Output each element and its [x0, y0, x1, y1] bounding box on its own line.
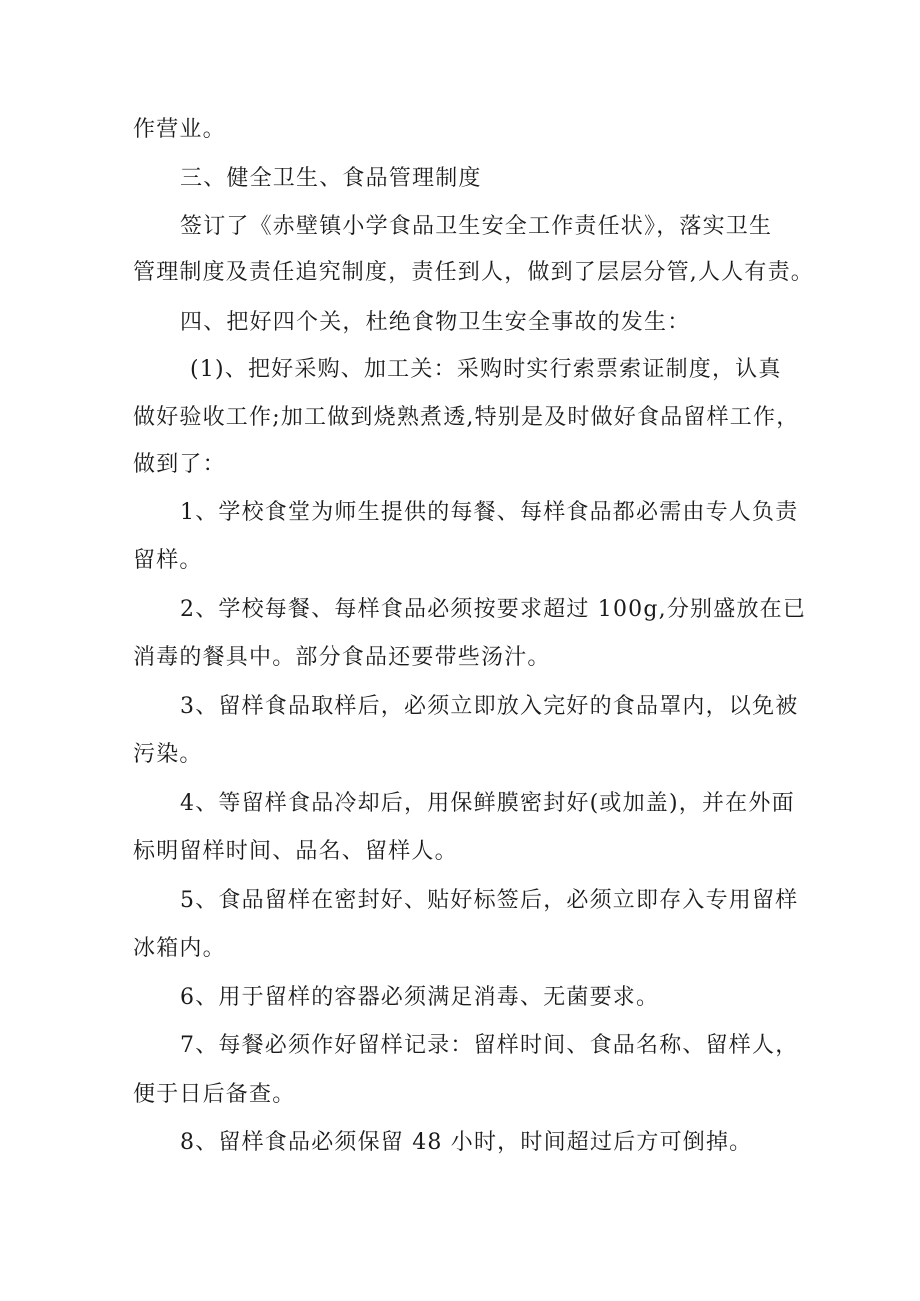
- list-item: 8、留样食品必须保留 48 小时，时间超过后方可倒掉。: [180, 1130, 753, 1155]
- text-line: 作营业。: [133, 117, 226, 142]
- list-item: 1、学校食堂为师生提供的每餐、每样食品都必需由专人负责: [180, 500, 799, 525]
- text-line: 标明留样时间、品名、留样人。: [133, 839, 458, 864]
- section-heading: 四、把好四个关，杜绝食物卫生安全事故的发生：: [180, 310, 691, 335]
- text-line: 管理制度及责任追究制度，责任到人，做到了层层分管,人人有责。: [133, 260, 814, 285]
- text-line: 做到了：: [133, 452, 226, 477]
- list-item: 7、每餐必须作好留样记录：留样时间、食品名称、留样人，: [180, 1033, 799, 1058]
- text-line: 留样。: [133, 548, 203, 573]
- list-item: 4、等留样食品冷却后，用保鲜膜密封好(或加盖)，并在外面: [180, 791, 795, 816]
- section-heading: 三、健全卫生、食品管理制度: [180, 166, 482, 191]
- list-item: 5、食品留样在密封好、贴好标签后，必须立即存入专用留样: [180, 888, 799, 913]
- text-line: 冰箱内。: [133, 936, 226, 961]
- text-line: 做好验收工作;加工做到烧熟煮透,特别是及时做好食品留样工作，: [133, 405, 800, 430]
- text-line: 签订了《赤壁镇小学食品卫生安全工作责任状》，落实卫生: [180, 214, 773, 239]
- text-line: 便于日后备查。: [133, 1082, 296, 1107]
- text-line: (1)、把好采购、加工关：采购时实行索票索证制度，认真: [190, 357, 782, 382]
- text-line: 污染。: [133, 742, 203, 767]
- list-item: 2、学校每餐、每样食品必须按要求超过 100g,分别盛放在已: [180, 597, 807, 622]
- text-line: 消毒的餐具中。部分食品还要带些汤汁。: [133, 645, 551, 670]
- list-item: 6、用于留样的容器必须满足消毒、无菌要求。: [180, 985, 660, 1010]
- list-item: 3、留样食品取样后，必须立即放入完好的食品罩内，以免被: [180, 694, 799, 719]
